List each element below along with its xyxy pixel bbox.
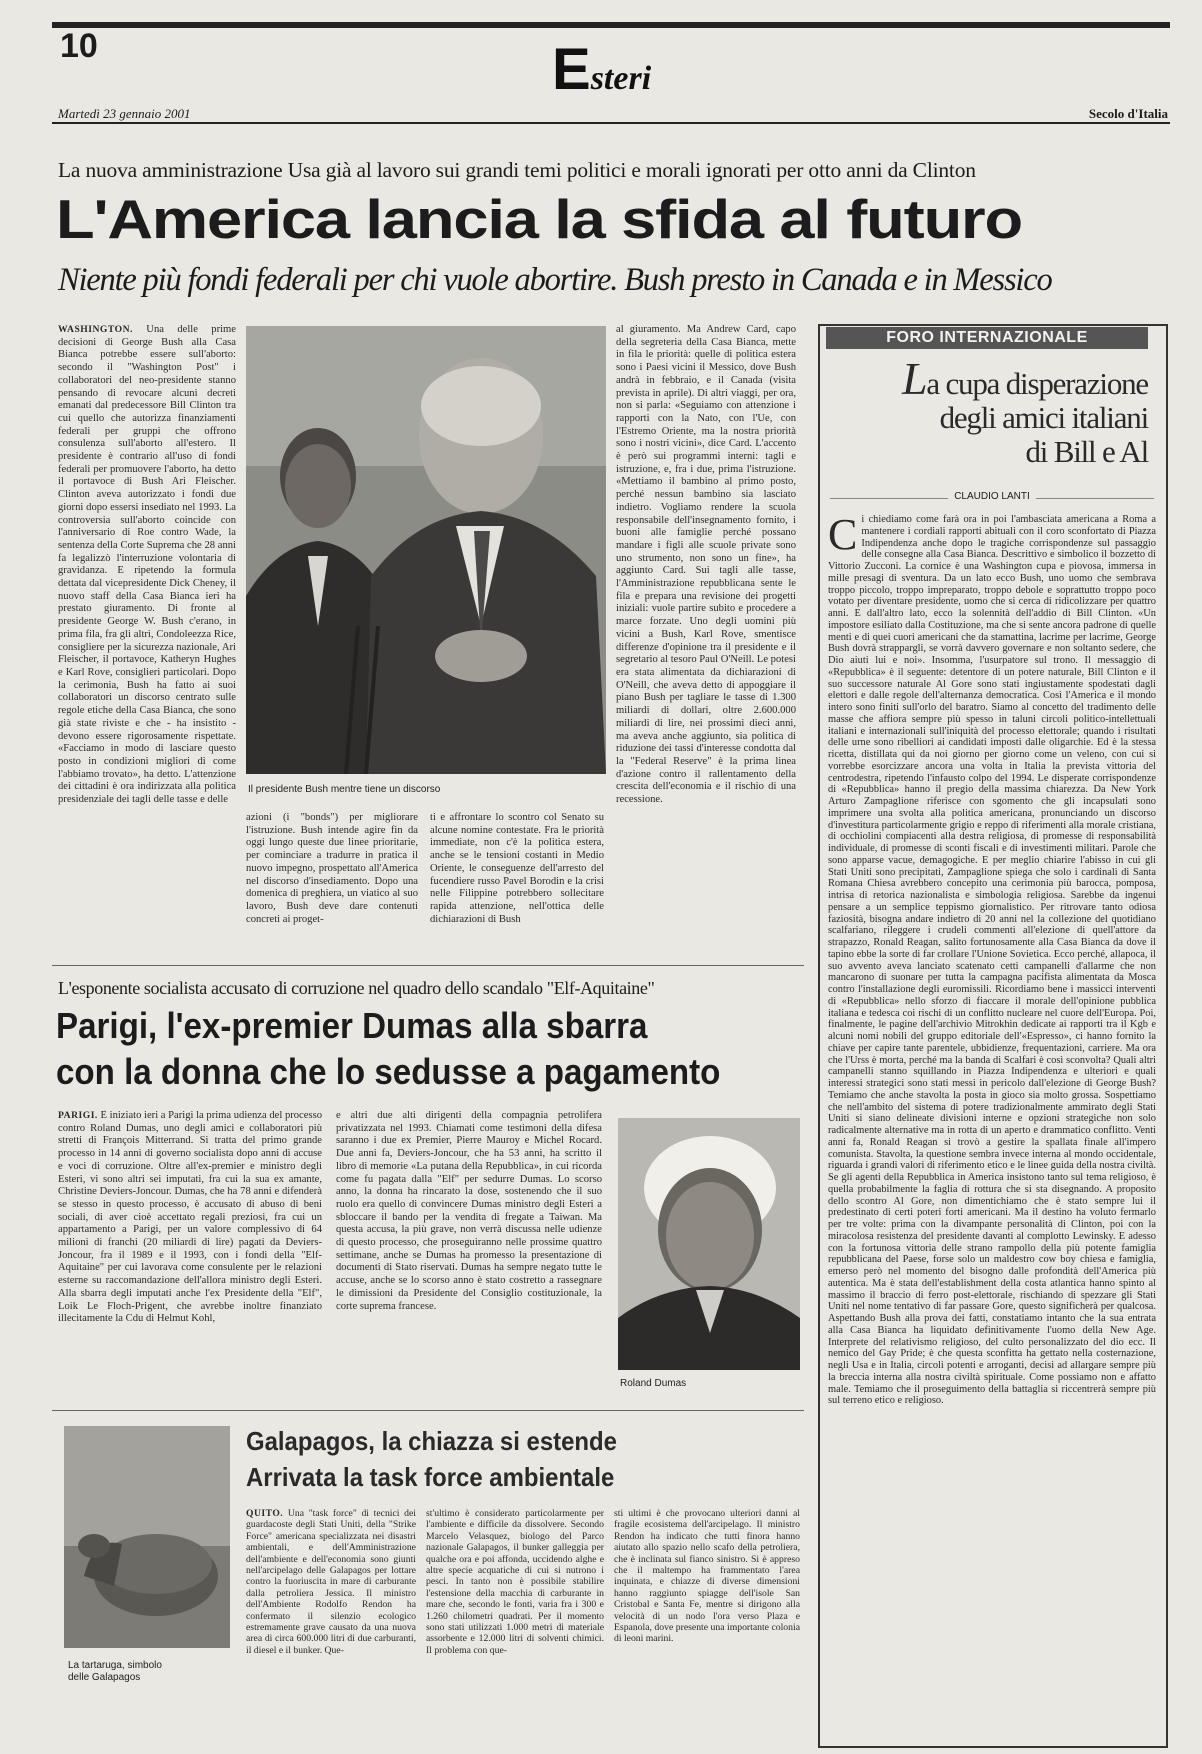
galapagos-col1-text: Una "task force" di tecnici dei guardacoste degli Stati Uniti, della "Strike Force" americana specializzata nei disastri ambientali, e dell'Amministrazione dell'ambiente e dell'economia sono giunti nell'arcipelago delle Galapagos per lottare contro la fuoriuscita in mare di carburante dalla petroliera Jessica. Il ministro dell'Ambiente Rodolfo Rendon ha confermato il silenzio ecologico estremamente grave causato da una nuova area di circa 600.000 litri di due carburanti, il diesel e il bunker. Que- [246, 1508, 416, 1656]
lead-kicker: La nuova amministrazione Usa già al lavoro sui grandi temi politici e morali ignorati per otto anni da Clinton [58, 158, 976, 182]
section-rest: steri [590, 60, 652, 97]
galapagos-column-2 [426, 1508, 604, 1740]
sidebar-label: FORO INTERNAZIONALE [826, 327, 1148, 349]
top-rule [52, 22, 1170, 28]
galapagos-column-3 [614, 1508, 800, 1740]
galapagos-col2-text: st'ultimo è considerato particolarmente per l'ambiente e difficile da dissolvere. Secondo Marcelo Velasquez, biologo del Parco nazionale Galapagos, il bunker galleggia per qualche ora e poi affonda, uccidendo alghe e altre specie acquatiche di cui si nutrono i pesci. In tanto non è possibile stabilire l'estensione della macchia di carburante in mare che, secondo le fonti, varia fra i 300 e 1.260 chilometri quadrati. Per il momento sono stati utilizzati 1.000 metri di materiale assorbente e 12.000 litri di solventi chimici. Il problema con que- [426, 1508, 604, 1656]
tortoise-caption-line1: La tartaruga, simbolo [68, 1660, 162, 1671]
lead-column-3 [430, 812, 604, 954]
sidebar-title-line1: a cupa disperazione [926, 366, 1148, 401]
bush-photo-caption: Il presidente Bush mentre tiene un discorso [248, 784, 441, 795]
galapagos-headline-line1: Galapagos, la chiazza si estende [246, 1426, 617, 1456]
section-initial: E [552, 37, 591, 102]
tortoise-caption-line2: delle Galapagos [68, 1672, 141, 1683]
sidebar-text [828, 514, 1156, 1742]
lead-col2-text: azioni (i "bonds") per migliorare l'istruzione. Bush intende agire fin da oggi lungo queste due linee prioritarie, per cominciare a tradurre in pratica il nuovo impegno, prospettato all'America nel discorso d'insediamento. Dopo una domenica di preghiera, un viatico al suo lavoro, Bush deve dare contenuti concreti ai proget- [246, 812, 418, 925]
lead-headline: L'America lancia la sfida al futuro [56, 188, 1023, 250]
sidebar-title-initial: L [901, 353, 927, 404]
galapagos-dateline: QUITO. [246, 1508, 284, 1519]
dumas-photo [618, 1118, 800, 1370]
section-title [552, 37, 652, 102]
issue-date: Martedì 23 gennaio 2001 [58, 106, 191, 121]
dumas-dateline: PARIGI. [58, 1110, 98, 1121]
bush-photo-illustration [246, 326, 606, 774]
lead-subhead: Niente più fondi federali per chi vuole abortire. Bush presto in Canada e in Messico [58, 262, 1052, 298]
dumas-photo-caption: Roland Dumas [620, 1378, 687, 1389]
galapagos-column-1 [246, 1508, 416, 1740]
dumas-headline-line1: Parigi, l'ex-premier Dumas alla sbarra [56, 1005, 648, 1046]
dumas-col1-text: È iniziato ieri a Parigi la prima udienza del processo contro Roland Dumas, uno degli amici e collaboratori più stretti di François Mitterrand. Si tratta del primo grande processo in 14 anni di governo socialista dopo anni di accuse e voci di corruzione. Oltre all'ex-premier e ministro degli Esteri, vi sono altri sei imputati, fra cui la sua ex amante, Christine Deviers-Joncour. Dumas, che ha 78 anni e difenderà se stesso in questo processo, è accusato di abuso di beni sociali, di aver cioè accettato regali preziosi, fra cui un appartamento a Parigi, per un valore complessivo di 64 milioni di franchi (20 miliardi di lire) pagati da Deviers-Joncour, fra il 1989 e il 1993, con i fondi della "Elf-Aquitaine" per cui lavorava come consulente per le relazioni esterne su raccomandazione dell'allora ministro degli Esteri. Alla sbarra degli imputati anche l'ex Presidente della "Elf", Loik Le Floch-Prigent, che avrebbe inoltre finanziato illecitamente la Cdu di Helmut Kohl, [58, 1110, 322, 1325]
sidebar-drop-cap: C [828, 514, 858, 559]
galapagos-col3-text: sti ultimi è che provocano ulteriori danni al fragile ecosistema dell'arcipelago. Il ministro Rendon ha indicato che tutti finora hanno aiutato allo spazio nello scafo della petroliera, che è inclinata sul fianco sinistro. Si è appreso che il maltempo ha frammentato l'area inquinata, e chiazze di diverse dimensioni hanno raggiunto spiagge dell'isole San Cristobal e Santa Fe, mentre si dirigono alla velocità di un nodo l'ora verso Plaza e Espanola, dove presente una importante colonia di leoni marini. [614, 1508, 800, 1645]
tortoise-photo-caption [68, 1660, 162, 1684]
lead-column-1 [58, 324, 236, 954]
tortoise-photo [64, 1426, 230, 1648]
galapagos-top-rule [52, 1410, 804, 1411]
tortoise-photo-illustration [64, 1426, 230, 1648]
lead-col1-text: Una delle prime decisioni di George Bush alla Casa Bianca potrebbe essere sull'aborto: secondo il "Washington Post" i collaboratori del neo-presidente stanno pensando di revocare alcuni decreti emanati dal predecessore Bill Clinton tra cui quello che autorizza finanziamenti federali per gruppi che offrono consulenza sull'aborto all'estero. Il presidente è contrario all'uso di fondi federali per promuovere l'aborto, ha detto il portavoce di Bush Ari Fleischer. Clinton aveva autorizzato i fondi due giorni dopo essersi insediato nel 1993. La controversia sull'aborto coincide con l'anniversario di Roe contro Wade, la sentenza della Corte Suprema che 28 anni fa legalizzò l'interruzione volontaria di gravidanza. E ripetendo la formula dettata dal vicepresidente Dick Cheney, il nuovo staff della Casa Bianca ieri ha prestato giuramento. Di fronte al presidente George W. Bush c'erano, in prima fila, fra gli altri, Condoleezza Rice, consigliere per la sicurezza nazionale, Ari Fleischer, il portavoce, Katheryn Hughes e Karl Rove, consiglieri particolari. Dopo la cerimonia, Bush ha fatto ai suoi collaboratori un discorso centrato sulle regole etiche della Casa Bianca, che sono già state riviste e che - ha insistito - devono essere rigorosamente rispettate. «Facciamo in modo di lasciare questo posto in condizioni migliori di come l'abbiamo trovato», ha detto. L'attenzione dei cittadini è ora indirizzata alla politica presidenziale dei tagli delle tasse e delle [58, 324, 236, 806]
page-number: 10 [60, 27, 98, 65]
lead-col4-text: al giuramento. Ma Andrew Card, capo della segreteria della Casa Bianca, mette in fila le priorità: quelle di politica estera sono i Paesi vicini il Messico, dove Bush andrà in febbraio, e il Canada (visita prevista in aprile). Di altri viaggi, per ora, non si parla: «Seguiamo con attenzione i rapporti con la Nato, con l'Ue, con l'Estremo Oriente, ma la nostra priorità sono i nostri vicini», dice Card. L'accento è però sui programmi interni: tagli e istruzione, e, fra i due, prima l'istruzione. «Mettiamo il bambino al primo posto, perché nessun bambino sia lasciato indietro. Vogliamo rendere la scuola responsabile dell'insegnamento fornito, i buoni alle famiglie perché possano mandare i figli alle scuole private sono uno strumento, non sono un fine», ha aggiunto Card. Sui tagli alle tasse, l'Amministrazione repubblicana sente le fila e prepara una revisione dei progetti iniziali: vuole partire subito e procedere a marce forzate. Uno degli uomini più vicini a Bush, Karl Rove, smentisce differenze d'opinione tra il presidente e il segretario al tesoro Paul O'Neill. Le potesi era stata alimentata da dichiarazioni di O'Neill, che aveva detto di appoggiare il piano Bush per tagliare le tasse di 1.300 miliardi di dollari, oltre 2.600.000 miliardi di lire, nei prossimi dieci anni, ma aveva anche aggiunto, sia politica di riduzione dei tassi d'interesse condotta dal la "Federal Reserve" è la prima linea d'azione contro il rallentamento della crescita dell'economia e il rischio di una recessione. [616, 324, 796, 806]
lead-column-2 [246, 812, 418, 954]
newspaper-name: Secolo d'Italia [1088, 106, 1168, 121]
dumas-col2-text: e altri due alti dirigenti della compagnia petrolifera privatizzata nel 1993. Chiamati come testimoni della difesa saranno i due ex Premier, Pierre Mauroy e Michel Rocard. Due anni fa, Deviers-Joncour, che ha 53 anni, ha scritto il libro di memorie «La putana della Repubblica», in cui ricorda come fu pagata dalla "Elf" per sedurre Dumas. Lo scorso anno, la donna ha rincarato la dose, sostenendo che il suo ruolo era quello di convincere Dumas ministro degli Esteri a sbloccare il bando per la vendita di fregate a Taiwan. Ma questa accusa, la più grave, non verrà discussa nelle udienze di questo processo, che proseguiranno nelle prossime quattro settimane, anche se Dumas ha promesso la presentazione di documenti di Stato riservati. Dumas ha sempre negato tutte le accuse, anche se lo scorso anno è stato costretto a rassegnare le dimissioni da Presidente del Consiglio costituzionale, la corte suprema francese. [336, 1110, 602, 1312]
dumas-photo-illustration [618, 1118, 800, 1370]
galapagos-headline-line2: Arrivata la task force ambientale [246, 1462, 615, 1492]
header-rule [52, 122, 1170, 124]
sidebar-author: CLAUDIO LANTI [830, 491, 1154, 502]
sidebar-title-line3: di Bill e Al [1025, 434, 1148, 469]
lead-col3-text: ti e affrontare lo scontro col Senato su alcune nomine contestate. Fra le priorità immediate, non c'è la politica estera, anche se le tensioni costanti in Medio Oriente, le conseguenze dell'arresto del fucendiere russo Pavel Borodin e la crisi nelle Filippine potrebbero sollecitare rapida attenzione, nell'ottica delle dichiarazioni di Bush [430, 812, 604, 925]
dumas-column-2 [336, 1110, 602, 1380]
dumas-column-1 [58, 1110, 322, 1380]
dumas-top-rule [52, 965, 804, 966]
sidebar-title-line2: degli amici italiani [939, 400, 1148, 435]
lead-column-4 [616, 324, 796, 954]
dumas-kicker: L'esponente socialista accusato di corruzione nel quadro dello scandalo "Elf-Aquitaine" [58, 978, 655, 998]
lead-dateline: WASHINGTON. [58, 324, 133, 335]
bush-photo [246, 326, 606, 774]
sidebar-text-body: i chiediamo come farà ora in poi l'ambasciata americana a Roma a mantenere i cordiali rapporti abituali con il coro sconfortato di Piazza Indipendenza anche dopo le tragiche corrispondenze sul passaggio delle consegne alla Casa Bianca. Descrittivo e simbolico il bozzetto di Vittorio Zucconi. La cornice è una Washington cupa e piovosa, immersa in mille presagi di sventura. Da un lato ecco Bush, uno uomo che sembrava troppo piccolo, troppo impreparato, troppo debole e soprattutto troppo poco votato per diventare presidente, uomo che si cerca di ridicolizzare per quattro anni. E dall'altro lato, ecco la solennità dell'addio di Bill Clinton. «Un impostore esiliato dalla Costituzione, ma che si sente ancora padrone di quelle menti e di quei cuori americani che da stamattina, lacrime per lacrime, George Bush dovrà strappargli, se vorrà davvero governare e non soltanto sedere, che Dio aiuti lui e noi». Insomma, l'usurpatore sul trono. Il messaggio di «Repubblica» è il seguente: detentore di un potere naturale, Bill Clinton e il suo successore naturale Al Gore sono stati ingiustamente spodestati dagli elettori e dalle regole dell'alternanza democratica. Così l'America e il mondo intero sono finiti sull'orlo del baratro. Siamo al concetto del tradimento delle masse che affiora sempre più spesso in taluni circoli politico-intellettuali italiani e internazionali sull'iniquità del processo elettorale; quando i risultati delle urne sono ribelliori ai candidati imposti dalle oligarchie. Ed è la stessa ricetta, distillata qui da noi giorno per giorno come un veleno, con cui si vorrebbe esorcizzare ancora una volta in Italia la prevista vittoria del centrodestra, ripetendo l'infausto colpo del 1994. Le disperate corrispondenze di «Repubblica» hanno il pregio della massima chiarezza. Da New York Arturo Zampaglione riferisce con sgomento che gli incapsulati sono imprimere una svolta alla politica americana, pronunciando un discorso d'investitura particolarmente grigio e reppo di riferimenti alla morale cristiana, di occhiolini compiacenti alla destra religiosa, di promesse di responsabilità individuale, di promesse di sconti fiscali e di investimenti militari. Parole che sono apparse vacue, demagogiche. E per meglio chiarire l'abisso in cui gli Stati Uniti sono precipitati, Zampaglione spiega che solo i cardinali di Santa Romana Chiesa avrebbero concepito una cerimonia più barocca, pomposa, intrisa di retorica nazionalista e simbologia religiosa. Sarebbe da ingenui pensare a un semplice teppismo giornalistico. Per ritrovare tanto odiosa faziosità, bisogna andare indietro di 20 anni nel la collezione del quotidiano scalfariano, rileggere i crudeli commenti all'elezione di quell'attore da strapazzo, Ronald Reagan, salito fortunosamente alla Casa Bianca da dove il tapino ebbe la sorte di far crollare l'Unione Sovietica. Ecco perché, allapoca, il suo avvento aveva lanciato scatenato cetti campanelli d'allarme che non mancarono di suonare per tutta la campagna pacifista alimentata da Mosca contro l'installazione degli euromissili. Ricordiamo bene i massicci interventi di «Repubblica» nello sforzo di fiaccare il morale dell'opinione pubblica italiana e tedesca coi rischi di un conflitto nucleare nel cuore dell'Europa. Poi, finalmente, le pagine dell'archivio Mitrokhin dedicate ai rapporti tra il Kgb e alcuni nomi nobili del gruppo editoriale dell'«Espresso», ci hanno fornito la chiave per capire tante parentele, ubbidienze, frequentazioni, carriere. Ma ora che l'Urss è morta, perché ma la banda di Scalfari è così sconvolta? Quali altri campanelli stanno squillando in Piazza Indipendenza e ulteriori e quali interessi strategici sono stati messi in pericolo dall'elezione di George Bush? Temiamo che anche stavolta la posta in gioco sia molto grossa. Sospettiamo che nell'ambito del sistema di potere tradizionalmente ammirato degli Stati Uniti si siano delineate divisioni interne e opzioni strategiche non solo radicalmente alternative ma in rotta di un aperto e drammatico conflitto. Venti anni fa, Ronald Reagan si trovò a gestire la spallata finale all'impero comunista. Stavolta, la questione sembra invece interna al mondo occidentale, riguarda i grandi valori di riferimento etico e le linee guida della nostra civiltà. Se gli agenti della Repubblica in America insistono tanto sul tema religioso, è quella probabilmente la faglia di rottura che si sta disegnando. A proposito dello scontro Al Gore, non dimentichiamo che è stato sempre lui il predestinato di certi poteri forti americani. Ma il destino ha voluto fermarlo per tre volte: prima con la divampante personalità di Clinton, poi con la miracolosa resistenza del presidente davanti al complotto Lewinsky. E adesso con la fortunosa vittoria delle strano rampollo della più potente famiglia repubblicana del Paese, forse solo un maldestro cow boy chiesa e famiglia, emerso però nel momento del bisogno dalle profondità dell'America più autentica. Ma è stata dell'establishment della costa atlantica hanno spinto al massimo il braccio di ferro post-elettorale, rischiando di spezzare gli Stati Uniti nel nome tentativo di far passare Gore, questo significherà per qualcosa. Aspettando Bush alla prova dei fatti, constatiamo intanto che la sua entrata alla Casa Bianca ha liquidato definitivamente l'uomo della New Age. Interprete del relativismo religioso, del culto personalizzato del dio ecc. Il nemico del Gay Pride; è che questa sconfitta ha gettato nella costernazione, negli Usa e in Italia, circoli potenti e arroganti, decisi ad allargare sempre più la breccia interna alla nostra civiltà spirituale. Come possiamo non e affatto male. Temiamo che il proseguimento della battaglia si riccentrerà sempre più sul terreno etico e religioso. [828, 514, 1156, 1407]
sidebar-title [826, 353, 1148, 469]
dumas-headline-line2: con la donna che lo sedusse a pagamento [56, 1051, 721, 1092]
